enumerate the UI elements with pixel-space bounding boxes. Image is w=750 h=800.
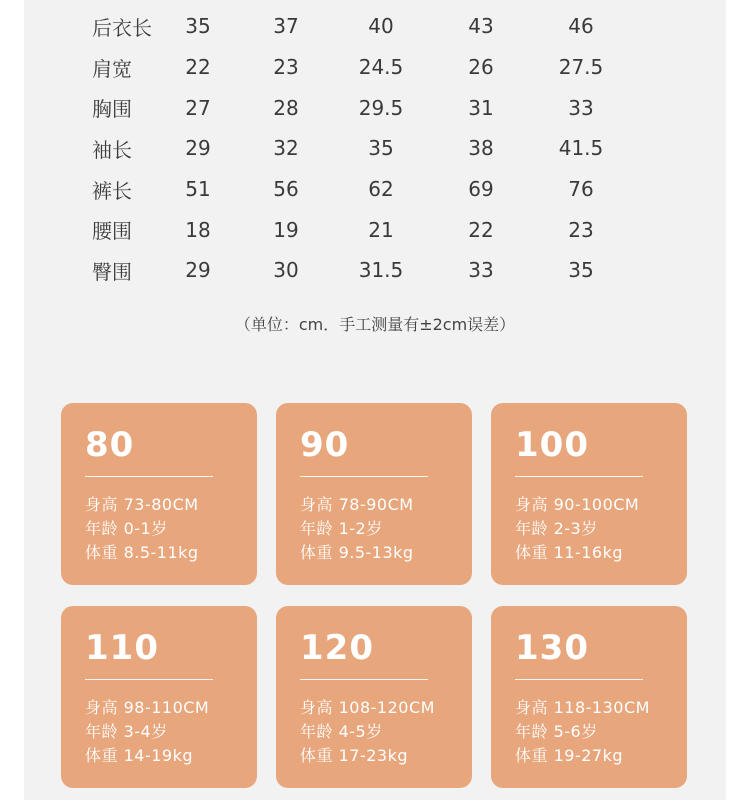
table-cell: 35 [368, 136, 394, 161]
height-range: 身高 108-120CM [300, 698, 435, 717]
height-range: 身高 73-80CM [85, 495, 199, 514]
size-number: 130 [515, 628, 589, 668]
measurement-note: （单位：cm．手工测量有±2cm误差） [234, 315, 516, 334]
weight-range: 体重 11-16kg [515, 543, 624, 562]
table-cell: 29 [185, 136, 211, 161]
age-range: 年龄 4-5岁 [300, 722, 383, 741]
height-range: 身高 78-90CM [300, 495, 414, 514]
table-cell: 51 [185, 177, 211, 202]
row-label: 臀围 [92, 259, 132, 284]
table-row [60, 128, 622, 169]
table-row [60, 6, 622, 47]
size-number: 80 [85, 425, 135, 465]
size-number: 90 [300, 425, 350, 465]
table-cell: 31.5 [358, 258, 404, 283]
size-table [60, 6, 622, 291]
table-row [60, 87, 622, 128]
size-card-130 [491, 606, 687, 788]
weight-range: 体重 9.5-13kg [300, 543, 414, 562]
divider [300, 679, 428, 680]
size-card-100 [491, 403, 687, 585]
size-card-120 [276, 606, 472, 788]
height-range: 身高 118-130CM [515, 698, 650, 717]
table-cell: 26 [468, 55, 494, 80]
table-cell: 27 [185, 95, 211, 120]
divider [515, 476, 643, 477]
table-row [60, 169, 622, 210]
size-number: 100 [515, 425, 589, 465]
weight-range: 体重 17-23kg [300, 746, 409, 765]
table-cell: 18 [185, 217, 211, 242]
table-cell: 23 [273, 55, 299, 80]
weight-range: 体重 8.5-11kg [85, 543, 199, 562]
height-range: 身高 98-110CM [85, 698, 210, 717]
table-cell: 41.5 [558, 136, 604, 161]
table-cell: 62 [368, 177, 394, 202]
size-number: 120 [300, 628, 374, 668]
row-label: 胸围 [92, 97, 132, 122]
table-cell: 21 [368, 217, 394, 242]
size-card-80 [61, 403, 257, 585]
age-range: 年龄 2-3岁 [515, 519, 598, 538]
divider [300, 476, 428, 477]
table-row [60, 250, 622, 291]
table-cell: 56 [273, 177, 299, 202]
table-cell: 23 [568, 217, 594, 242]
table-cell: 22 [468, 217, 494, 242]
age-range: 年龄 1-2岁 [300, 519, 383, 538]
row-label: 袖长 [92, 137, 132, 162]
table-cell: 28 [273, 95, 299, 120]
table-cell: 29.5 [358, 95, 404, 120]
table-row [60, 209, 622, 250]
table-cell: 35 [185, 14, 211, 39]
height-range: 身高 90-100CM [515, 495, 640, 514]
age-range: 年龄 5-6岁 [515, 722, 598, 741]
table-cell: 35 [568, 258, 594, 283]
table-cell: 33 [568, 95, 594, 120]
weight-range: 体重 14-19kg [85, 746, 194, 765]
table-cell: 32 [273, 136, 299, 161]
table-cell: 29 [185, 258, 211, 283]
table-cell: 43 [468, 14, 494, 39]
table-cell: 40 [368, 14, 394, 39]
table-cell: 46 [568, 14, 594, 39]
table-cell: 24.5 [358, 55, 404, 80]
row-label: 肩宽 [92, 56, 132, 81]
table-cell: 22 [185, 55, 211, 80]
size-card-90 [276, 403, 472, 585]
table-cell: 38 [468, 136, 494, 161]
table-cell: 33 [468, 258, 494, 283]
row-label: 裤长 [92, 178, 132, 203]
divider [85, 679, 213, 680]
table-cell: 19 [273, 217, 299, 242]
row-label: 腰围 [92, 219, 132, 244]
table-cell: 69 [468, 177, 494, 202]
age-range: 年龄 0-1岁 [85, 519, 168, 538]
size-number: 110 [85, 628, 159, 668]
table-cell: 30 [273, 258, 299, 283]
weight-range: 体重 19-27kg [515, 746, 624, 765]
table-cell: 76 [568, 177, 594, 202]
table-cell: 37 [273, 14, 299, 39]
divider [515, 679, 643, 680]
divider [85, 476, 213, 477]
row-label: 后衣长 [92, 15, 152, 40]
age-range: 年龄 3-4岁 [85, 722, 168, 741]
table-cell: 31 [468, 95, 494, 120]
table-cell: 27.5 [558, 55, 604, 80]
size-card-110 [61, 606, 257, 788]
table-row [60, 47, 622, 88]
